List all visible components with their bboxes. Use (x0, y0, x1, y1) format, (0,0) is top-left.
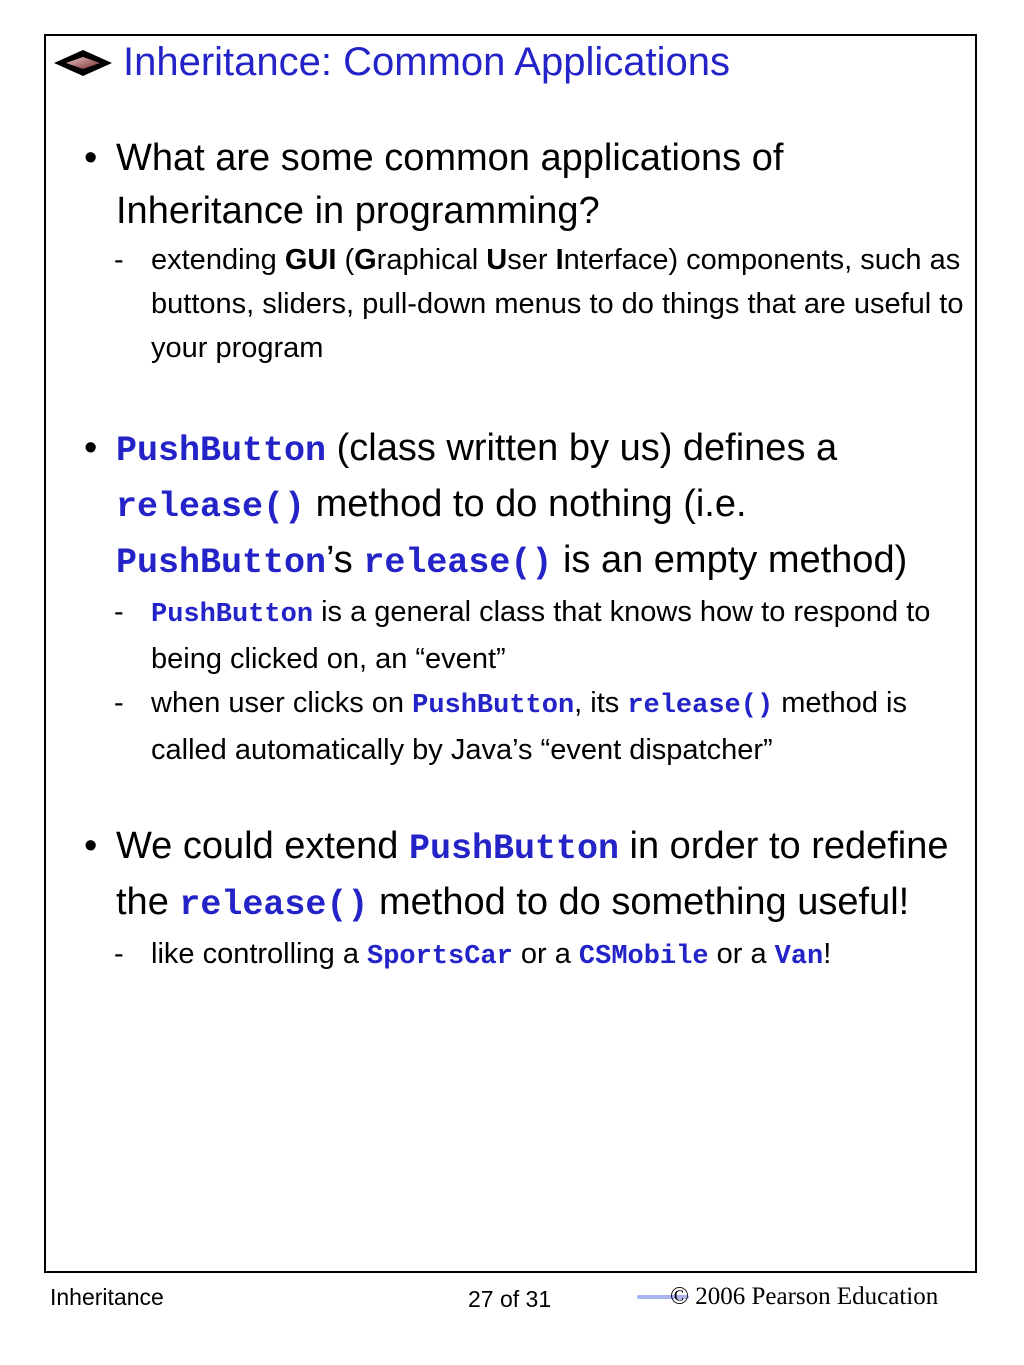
slide-title: Inheritance: Common Applications (123, 40, 730, 84)
footer-copyright: © 2006 Pearson Education (670, 1283, 939, 1310)
sub-bullet-dash: - (114, 938, 124, 970)
sub-bullet-2-2: - when user clicks on PushButton, its release() method is called automatically by Java’s “event dispatcher” (84, 681, 964, 772)
slide-content (84, 132, 964, 979)
diamond-bullet-icon (52, 48, 114, 80)
footer-topic: Inheritance (50, 1284, 164, 1310)
sub-bullet-dash: - (114, 596, 124, 628)
sub-bullet-1-1: - extending GUI (Graphical User Interface) components, such as buttons, sliders, pull-down menus to do things that are useful to your program (84, 238, 964, 370)
bullet-1: • What are some common applications of Inheritance in programming? (84, 132, 964, 238)
sub-bullet-dash: - (114, 244, 124, 276)
footer-page-number: 27 of 31 (468, 1286, 552, 1312)
bullet-dot: • (84, 825, 98, 867)
bullet-dot: • (84, 137, 98, 179)
bullet-3: • We could extend PushButton in order to redefine the release() method to do something useful! (84, 820, 964, 932)
bullet-dot: • (84, 427, 98, 469)
sub-bullet-3-1: - like controlling a SportsCar or a CSMobile or a Van! (84, 932, 964, 979)
bullet-2: • PushButton (class written by us) defines a release() method to do nothing (i.e. PushButton’s release() is an empty method) (84, 422, 964, 590)
sub-bullet-dash: - (114, 687, 124, 719)
sub-bullet-2-1: - PushButton is a general class that knows how to respond to being clicked on, an “event” (84, 590, 964, 681)
